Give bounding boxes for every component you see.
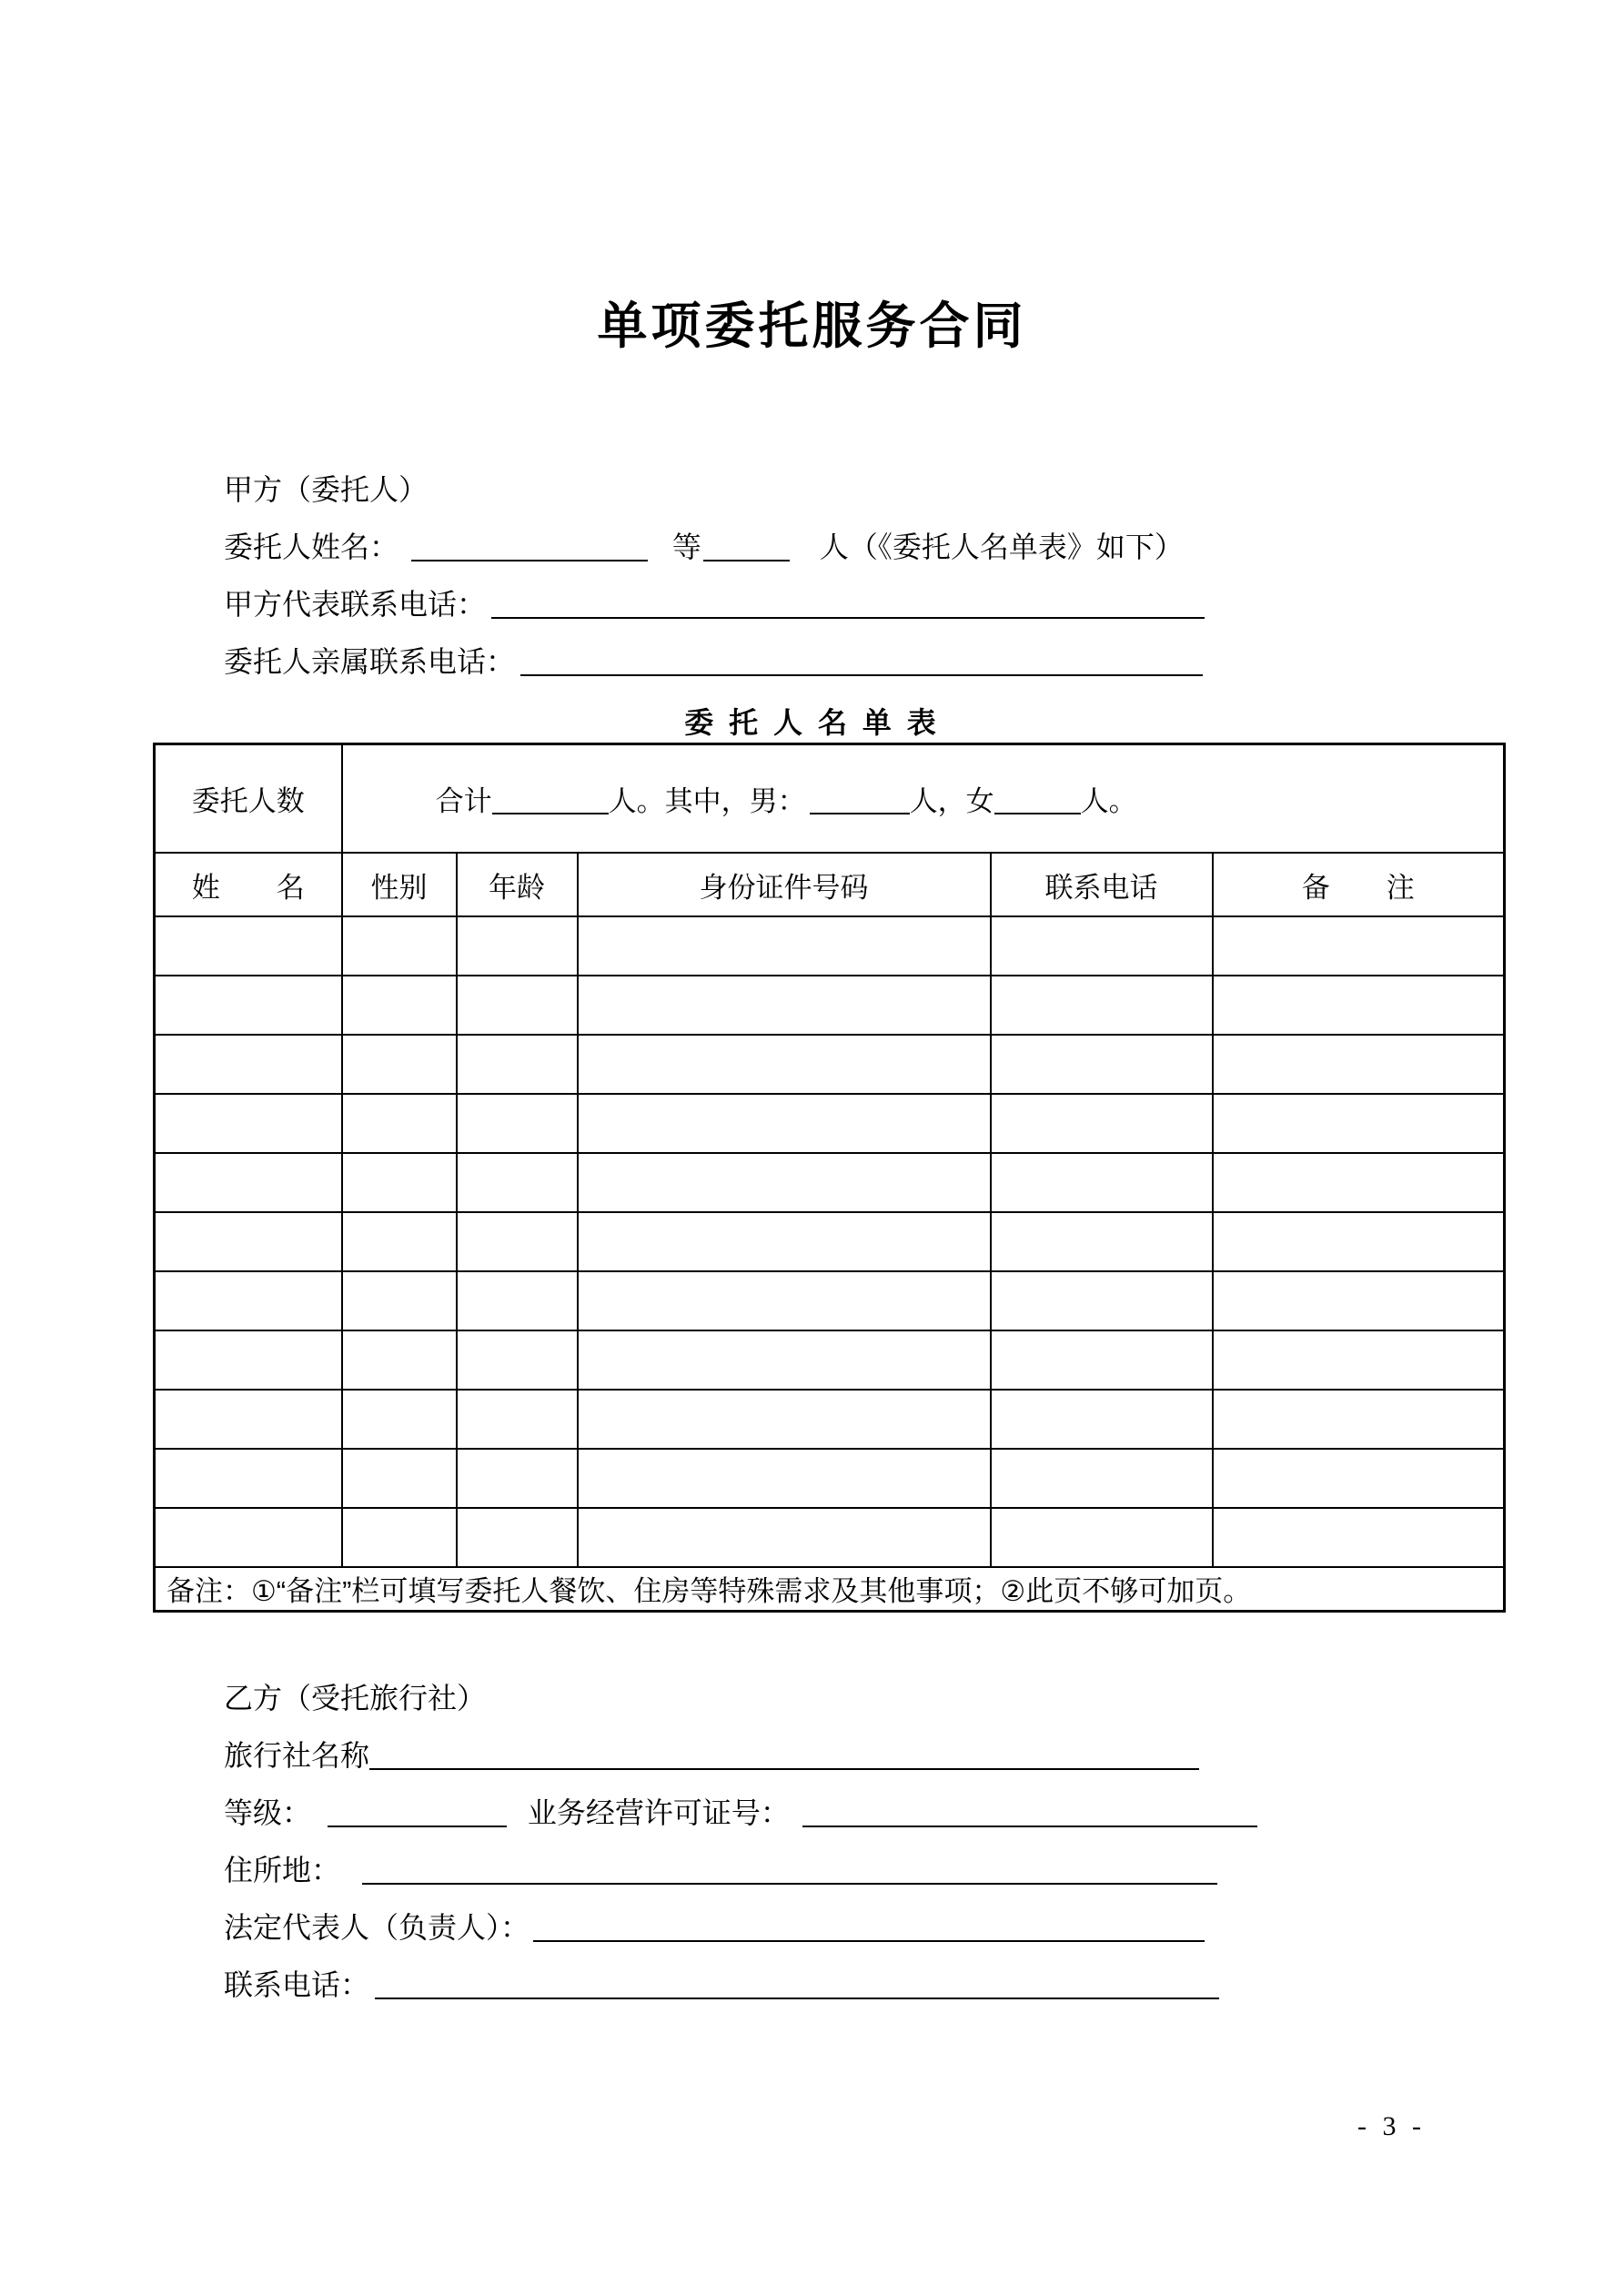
party-b-address-line — [224, 1842, 1257, 1899]
roster-empty-cell[interactable] — [457, 1153, 578, 1212]
count-seg1: 合计 — [435, 785, 492, 817]
roster-empty-cell[interactable] — [457, 1390, 578, 1449]
col-header-phone: 联系电话 — [991, 853, 1213, 916]
agency-name-blank[interactable] — [369, 1741, 1199, 1770]
party-a-name-line — [224, 519, 1205, 576]
roster-empty-cell[interactable] — [342, 1094, 457, 1153]
count-female-blank[interactable] — [994, 789, 1081, 814]
roster-empty-cell[interactable] — [578, 1153, 991, 1212]
roster-empty-row — [155, 1449, 1505, 1508]
roster-empty-cell[interactable] — [1213, 1508, 1505, 1567]
roster-empty-cell[interactable] — [155, 1035, 342, 1094]
roster-empty-cell[interactable] — [155, 1508, 342, 1567]
party-b-section — [224, 1670, 1257, 2014]
roster-empty-cell[interactable] — [457, 916, 578, 976]
roster-empty-cell[interactable] — [155, 976, 342, 1035]
roster-note-cell: 备注：①“备注”栏可填写委托人餐饮、住房等特殊需求及其他事项；②此页不够可加页。 — [155, 1567, 1505, 1611]
count-total-blank[interactable] — [492, 789, 609, 814]
roster-empty-row — [155, 1212, 1505, 1271]
roster-empty-cell[interactable] — [155, 1153, 342, 1212]
legal-rep-blank[interactable] — [533, 1913, 1205, 1942]
roster-empty-cell[interactable] — [155, 1449, 342, 1508]
roster-empty-row — [155, 916, 1505, 976]
roster-empty-cell[interactable] — [1213, 1449, 1505, 1508]
roster-empty-cell[interactable] — [457, 1035, 578, 1094]
roster-empty-cell[interactable] — [991, 1271, 1213, 1330]
name-suffix-text: 人（《委托人名单表》如下） — [819, 531, 1184, 563]
roster-empty-cell[interactable] — [342, 1508, 457, 1567]
roster-empty-cell[interactable] — [457, 1094, 578, 1153]
roster-empty-cell[interactable] — [342, 1035, 457, 1094]
roster-empty-cell[interactable] — [578, 1035, 991, 1094]
client-count-blank[interactable] — [703, 532, 790, 561]
relatives-phone-label: 委托人亲属联系电话： — [224, 645, 516, 678]
roster-empty-cell[interactable] — [991, 976, 1213, 1035]
party-a-heading-text: 甲方（委托人） — [224, 473, 429, 506]
count-seg2: 人。其中，男： — [608, 785, 806, 817]
roster-empty-row — [155, 976, 1505, 1035]
roster-empty-cell[interactable] — [1213, 916, 1505, 976]
roster-empty-cell[interactable] — [457, 1330, 578, 1390]
rep-phone-label: 甲方代表联系电话： — [224, 588, 487, 621]
roster-empty-cell[interactable] — [991, 1094, 1213, 1153]
roster-count-row — [155, 744, 1505, 854]
roster-empty-cell[interactable] — [1213, 1094, 1505, 1153]
address-blank[interactable] — [362, 1856, 1217, 1885]
party-b-grade-license-line — [224, 1785, 1257, 1842]
roster-empty-cell[interactable] — [457, 1271, 578, 1330]
roster-header-row — [155, 853, 1505, 916]
roster-empty-cell[interactable] — [578, 1508, 991, 1567]
party-b-heading-text: 乙方（受托旅行社） — [224, 1682, 487, 1714]
roster-empty-row — [155, 1330, 1505, 1390]
roster-empty-cell[interactable] — [991, 1035, 1213, 1094]
roster-empty-cell[interactable] — [342, 916, 457, 976]
party-b-phone-blank[interactable] — [375, 1970, 1219, 1999]
party-a-heading — [224, 461, 1205, 519]
roster-empty-row — [155, 1508, 1505, 1567]
roster-empty-cell[interactable] — [342, 1330, 457, 1390]
roster-empty-cell[interactable] — [1213, 1271, 1505, 1330]
col-header-id-number: 身份证件号码 — [578, 853, 991, 916]
roster-empty-row — [155, 1153, 1505, 1212]
roster-table — [153, 743, 1506, 1613]
roster-empty-cell[interactable] — [155, 1094, 342, 1153]
roster-empty-cell[interactable] — [991, 1330, 1213, 1390]
roster-empty-cell[interactable] — [991, 916, 1213, 976]
roster-empty-cell[interactable] — [578, 976, 991, 1035]
roster-empty-cell[interactable] — [991, 1390, 1213, 1449]
license-label: 业务经营许可证号： — [527, 1796, 790, 1829]
roster-empty-cell[interactable] — [991, 1508, 1213, 1567]
roster-empty-cell[interactable] — [1213, 1212, 1505, 1271]
roster-empty-cell[interactable] — [991, 1449, 1213, 1508]
party-b-agency-name-line — [224, 1727, 1257, 1785]
roster-empty-cell[interactable] — [578, 1094, 991, 1153]
grade-label: 等级： — [224, 1796, 312, 1829]
client-name-blank[interactable] — [411, 532, 648, 561]
roster-empty-cell[interactable] — [155, 1330, 342, 1390]
roster-empty-cell[interactable] — [1213, 1390, 1505, 1449]
roster-empty-cell[interactable] — [342, 1449, 457, 1508]
count-row-header-cell: 委托人数 — [155, 744, 342, 854]
license-blank[interactable] — [802, 1798, 1257, 1827]
roster-empty-cell[interactable] — [991, 1212, 1213, 1271]
roster-empty-cell[interactable] — [1213, 1153, 1505, 1212]
address-label: 住所地： — [224, 1854, 341, 1886]
roster-empty-row — [155, 1035, 1505, 1094]
roster-empty-cell[interactable] — [578, 1212, 991, 1271]
party-a-rep-phone-line — [224, 576, 1205, 633]
roster-empty-cell[interactable] — [457, 1508, 578, 1567]
col-header-gender: 性别 — [342, 853, 457, 916]
roster-table-body — [155, 744, 1505, 1612]
roster-empty-cell[interactable] — [155, 1390, 342, 1449]
party-a-relatives-phone-line — [224, 633, 1205, 691]
legal-rep-label: 法定代表人（负责人）： — [224, 1911, 530, 1944]
roster-empty-row — [155, 1094, 1505, 1153]
party-b-phone-line — [224, 1957, 1257, 2014]
count-seg4: 人。 — [1080, 785, 1137, 817]
roster-empty-cell[interactable] — [1213, 1035, 1505, 1094]
roster-empty-cell[interactable] — [578, 1390, 991, 1449]
roster-empty-cell[interactable] — [342, 1390, 457, 1449]
client-name-label: 委托人姓名： — [224, 531, 399, 563]
document-title: 单项委托服务合同 — [597, 298, 1027, 354]
count-seg3: 人，女 — [909, 785, 994, 817]
roster-empty-row — [155, 1271, 1505, 1330]
roster-empty-cell[interactable] — [1213, 976, 1505, 1035]
roster-note-row — [155, 1567, 1505, 1611]
name-mid-text: 等 — [671, 531, 701, 563]
count-male-blank[interactable] — [810, 789, 910, 814]
roster-empty-cell[interactable] — [578, 1449, 991, 1508]
party-b-heading — [224, 1670, 1257, 1727]
roster-empty-cell[interactable] — [155, 1271, 342, 1330]
roster-empty-cell[interactable] — [457, 1212, 578, 1271]
relatives-phone-blank[interactable] — [520, 647, 1203, 676]
roster-empty-cell[interactable] — [457, 1449, 578, 1508]
party-b-phone-label: 联系电话： — [224, 1968, 370, 2001]
roster-empty-cell[interactable] — [155, 916, 342, 976]
roster-table-title: 委 托 人 名 单 表 — [684, 706, 940, 739]
col-header-remarks: 备 注 — [1213, 853, 1505, 916]
roster-empty-row — [155, 1390, 1505, 1449]
roster-empty-cell[interactable] — [457, 976, 578, 1035]
roster-empty-cell[interactable] — [342, 1212, 457, 1271]
roster-empty-cell[interactable] — [578, 916, 991, 976]
roster-empty-cell[interactable] — [578, 1330, 991, 1390]
roster-empty-cell[interactable] — [1213, 1330, 1505, 1390]
agency-name-label: 旅行社名称 — [224, 1739, 370, 1772]
roster-empty-cell[interactable] — [342, 1271, 457, 1330]
roster-empty-cell[interactable] — [155, 1212, 342, 1271]
party-a-section — [224, 461, 1205, 691]
count-row-value-cell — [342, 744, 1505, 854]
col-header-age: 年龄 — [457, 853, 578, 916]
roster-empty-cell[interactable] — [342, 1153, 457, 1212]
page-number: - 3 - — [1357, 2111, 1426, 2141]
grade-blank[interactable] — [328, 1798, 507, 1827]
roster-empty-cell[interactable] — [991, 1153, 1213, 1212]
party-b-legal-rep-line — [224, 1899, 1257, 1957]
roster-empty-cell[interactable] — [342, 976, 457, 1035]
roster-empty-cell[interactable] — [578, 1271, 991, 1330]
col-header-name: 姓 名 — [155, 853, 342, 916]
rep-phone-blank[interactable] — [491, 590, 1205, 619]
